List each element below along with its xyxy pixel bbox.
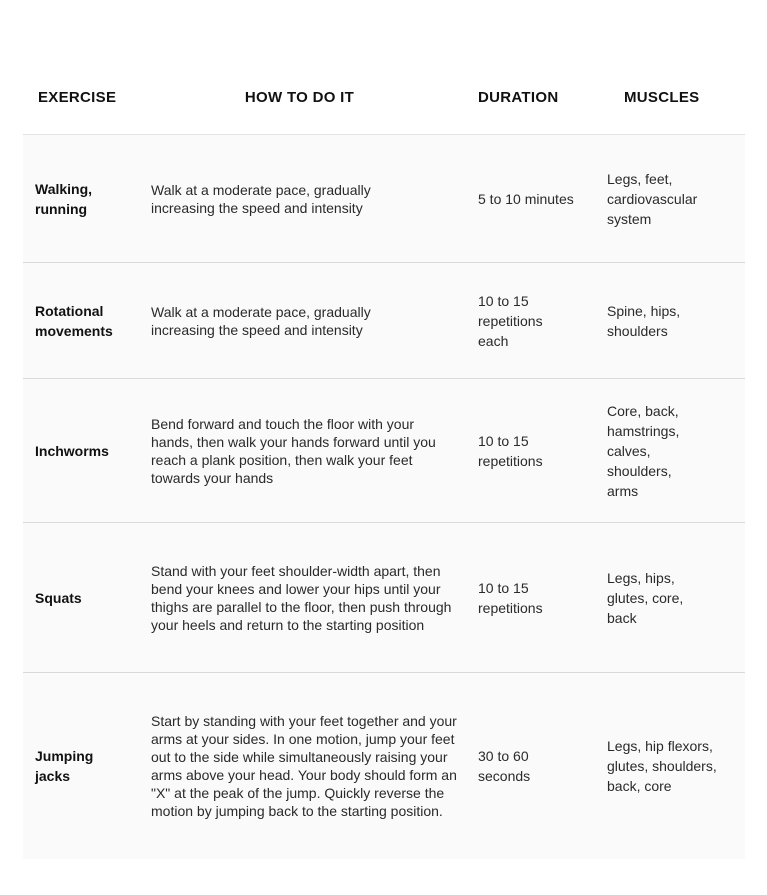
table-row (23, 523, 745, 673)
duration: 5 to 10 minutes (478, 190, 574, 207)
duration: 30 to 60 seconds (478, 748, 531, 784)
duration: 10 to 15 repetitions each (478, 292, 543, 349)
exercise-table (23, 60, 745, 859)
exercise-name: Squats (35, 589, 82, 606)
muscles: Spine, hips, shoulders (607, 302, 681, 339)
header-how-to-do-it: HOW TO DO IT (244, 88, 355, 106)
how-to-do-it: Stand with your feet shoulder-width apart, then bend your knees and lower your hips until your thighs are parallel to the floor, then push through your heels and return to the starting position (151, 562, 452, 633)
muscles: Core, back, hamstrings, calves, shoulders, arms (607, 402, 680, 499)
table-header (23, 60, 745, 135)
header-duration: DURATION (478, 88, 559, 106)
how-to-do-it: Bend forward and touch the floor with your hands, then walk your hands forward until you reach a plank position, then walk your feet towards your hands (151, 415, 436, 486)
header-exercise: EXERCISE (38, 88, 117, 106)
muscles: Legs, hip flexors, glutes, shoulders, back, core (607, 738, 717, 794)
exercise-name: Rotational movements (35, 302, 113, 339)
table-row (23, 263, 745, 379)
how-to-do-it: Walk at a moderate pace, gradually increasing the speed and intensity (151, 181, 371, 216)
table-row (23, 135, 745, 263)
muscles: Legs, hips, glutes, core, back (607, 569, 684, 626)
exercise-name: Jumping jacks (35, 748, 94, 784)
duration: 10 to 15 repetitions (478, 579, 543, 616)
table-row (23, 673, 745, 859)
duration: 10 to 15 repetitions (478, 432, 543, 469)
muscles: Legs, feet, cardiovascular system (607, 170, 698, 227)
table-row (23, 379, 745, 523)
exercise-name: Walking, running (35, 180, 93, 217)
header-muscles: MUSCLES (624, 88, 700, 106)
how-to-do-it: Walk at a moderate pace, gradually increasing the speed and intensity (151, 303, 371, 338)
how-to-do-it: Start by standing with your feet together and your arms at your sides. In one motion, jump your feet out to the side while simultaneously raising your arms above your head. Your body should form an "X" at the peak of the jump. Quickly reverse the motion by jumping back to the starting position. (151, 713, 457, 819)
exercise-name: Inchworms (35, 442, 109, 459)
